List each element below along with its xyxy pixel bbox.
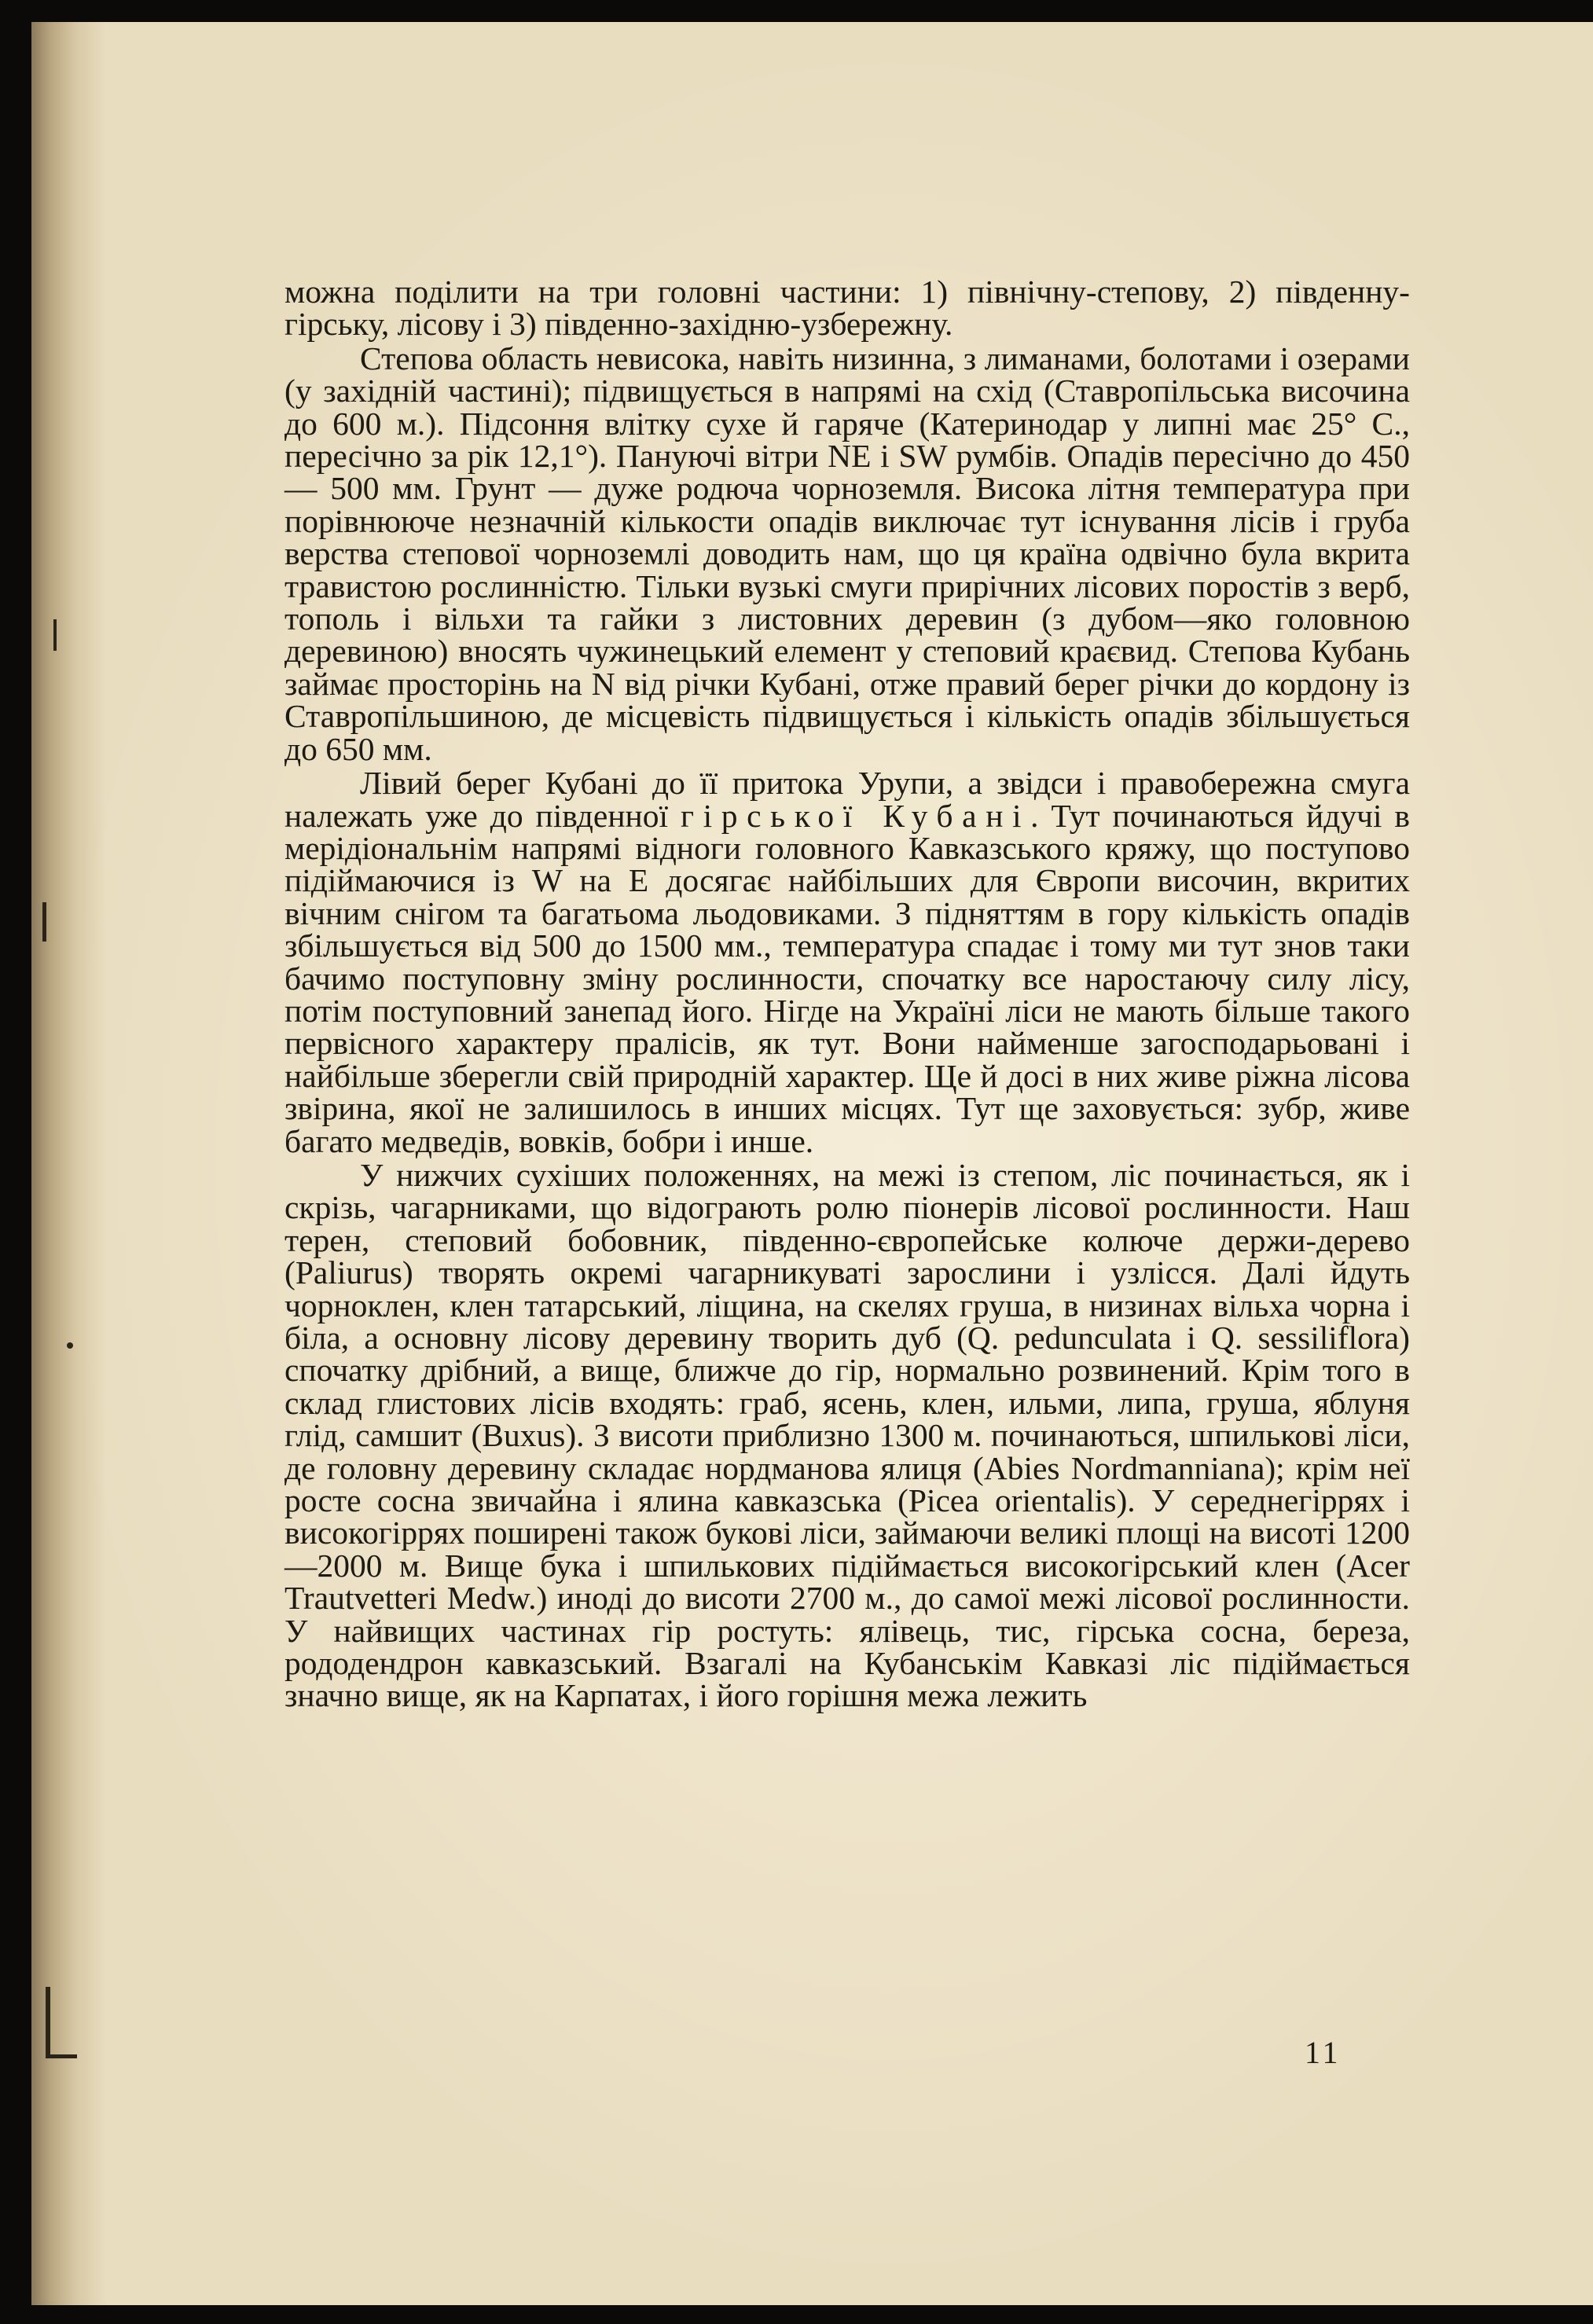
paragraph-mountain	[284, 767, 1410, 1158]
margin-mark	[42, 902, 46, 942]
body-text	[284, 276, 1410, 1713]
paragraph-mountain-end: . Тут починаються йдучі в мерідіональнім напрямі відноги головного Кавказського кряжу, що поступово підіймаючися із W на E досягає найбільших для Європи височин, вкритих вічним снігом та багатьома льодовиками. З підняттям в гору кількість опадів збільшується від 500 до 1500 мм., температура спадає і тому ми тут знов таки бачимо поступовну зміну рослинности, спочатку все наростаючу силу лісу, потім поступовний занепад його. Нігде на Україні ліси не мають більше такого первісного характеру пралісів, як тут. Вони найменше загосподарьовані і найбільше зберегли свій природній характер. Ще й досі в них живе ріжна лісова звірина, якої не залишилось в инших місцях. Тут ще заховується: зубр, живе багато медведів, вовків, бобри і инше.	[284, 797, 1410, 1159]
book-page	[31, 22, 1593, 2305]
margin-bracket	[46, 1987, 50, 2058]
paragraph-continuation: можна поділити на три головні частини: 1) північну-степову, 2) південну-гірську, лісову і 3) південно-західню-узбережну.	[284, 274, 1410, 343]
page-number: 11	[1305, 2035, 1342, 2070]
margin-dot	[67, 1342, 73, 1349]
paragraph-mountain-start: Лівий берег Кубані до її притока Урупи, а звідси і правобережна смуга належать уже до південної	[284, 765, 1410, 834]
spaced-term: гірської Кубані	[680, 797, 1031, 834]
paragraph-forest: У нижчих сухіших положеннях, на межі із степом, ліс починається, як і скрізь, чагарниками, що відограють ролю піонерів лісової рослинности. Наш терен, степовий бобовник, південно-європейське колюче держи-дерево (Paliurus) творять окремі чагарникуваті зарослини і узлісся. Далі йдуть чорноклен, клен татарський, ліщина, на скелях груша, в низинах вільха чорна і біла, а основну лісову деревину творить дуб (Q. pedunculata і Q. sessiliflora) спочатку дрібний, а вище, ближче до гір, нормально розвинений. Крім того в склад глистових лісів входять: граб, ясень, клен, ильми, липа, груша, яблуня глід, самшит (Buxus). З висоти приблизно 1300 м. починаються, шпилькові ліси, де головну деревину складає нордманова ялиця (Abies Nordmanniana); крім неї росте сосна звичайна і ялина кавказська (Picea orientalis). У середнегіррях і високогіррях поширені також букові ліси, займаючи великі площі на висоті 1200—2000 м. Вище бука і шпилькових підіймається високогірський клен (Acer Trautvetteri Medw.) иноді до висоти 2700 м., до самої межі лісової рослинности. У найвищих частинах гір ростуть: ялівець, тис, гірська сосна, береза, рододендрон кавказський. Взагалі на Кубанськім Кавказі ліс підіймається значно вище, як на Карпатах, і його горішня межа лежить	[284, 1156, 1410, 1714]
margin-bracket-foot	[46, 2054, 77, 2058]
margin-mark	[53, 619, 57, 651]
paragraph-steppe: Степова область невисока, навіть низинна, з лиманами, болотами і озерами (у західній частині); підвищується в напрямі на схід (Ставропільська височина до 600 м.). Підсоння влітку сухе й гаряче (Катеринодар у липні має 25° С., пересічно за рік 12,1°). Пануючі вітри NE і SW румбів. Опадів пересічно до 450 — 500 мм. Грунт — дуже родюча чорноземля. Висока літня температура при порівнююче незначній кількости опадів виключає тут існування лісів і груба верства степової чорноземлі доводить нам, що ця країна одвічно була вкрита травистою рослинністю. Тільки вузькі смуги прирічних лісових поростів з верб, тополь і вільхи та гайки з листовних деревин (з дубом—яко головною деревиною) вносять чужинецький елемент у степовий краєвид. Степова Кубань займає просторінь на N від річки Кубані, отже правий берег річки до кордону із Ставропільшиною, де місцевість підвищується і кількість опадів збільшується до 650 мм.	[284, 340, 1410, 767]
binding-gutter	[31, 22, 106, 2305]
